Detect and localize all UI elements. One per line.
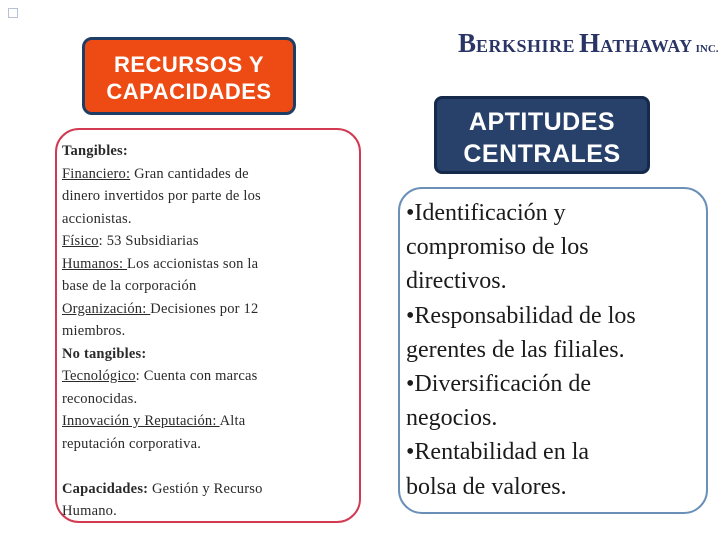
berkshire-hathaway-logo xyxy=(458,28,719,59)
aptitudes-line: •Responsabilidad de los xyxy=(406,302,636,329)
aptitudes-line: •Rentabilidad en la xyxy=(406,439,590,466)
aptitudes-line: bolsa de valores. xyxy=(406,473,567,500)
recursos-title-line1: RECURSOS Y xyxy=(113,52,265,77)
corner-square-decoration xyxy=(8,8,18,18)
aptitudes-line: directivos. xyxy=(406,268,507,295)
logo-letter-b: B xyxy=(458,28,477,58)
tecnologico-text-2: reconocidas. xyxy=(62,390,138,407)
innovacion-text-1: Alta xyxy=(219,413,246,429)
humanos-text-2: base de la corporación xyxy=(62,278,197,294)
recursos-title-line2: CAPACIDADES xyxy=(106,79,272,104)
recursos-content xyxy=(62,140,358,523)
aptitudes-line: gerentes de las filiales. xyxy=(406,336,625,363)
financiero-label: Financiero: xyxy=(62,165,131,182)
recursos-title-tab xyxy=(82,37,296,115)
tecnologico-text-1: : Cuenta con marcas xyxy=(135,368,258,384)
financiero-text-1: Gran cantidades de xyxy=(130,165,249,182)
aptitudes-line: •Diversificación de xyxy=(406,371,591,398)
capacidades-label: Capacidades: xyxy=(62,480,149,497)
tangibles-heading: Tangibles: xyxy=(62,143,128,159)
fisico-label: Físico xyxy=(62,233,99,249)
innovacion-label: Innovación y Reputación: xyxy=(62,413,220,429)
aptitudes-content xyxy=(406,196,706,504)
humanos-label: Humanos: xyxy=(62,255,128,272)
humanos-text-1: Los accionistas son la xyxy=(127,255,259,272)
organizacion-text-2: miembros. xyxy=(62,323,126,339)
organizacion-text-1: Decisiones por 12 xyxy=(150,300,259,317)
tecnologico-label: Tecnológico xyxy=(62,368,136,384)
logo-letter-h: H xyxy=(579,28,601,58)
logo-word-erkshire: ERKSHIRE xyxy=(476,36,576,56)
capacidades-text-2: Humano. xyxy=(62,503,117,519)
financiero-text-3: accionistas. xyxy=(62,210,132,227)
organizacion-label: Organización: xyxy=(62,300,151,317)
fisico-text: : 53 Subsidiarias xyxy=(98,233,199,249)
aptitudes-title-tab xyxy=(434,96,650,174)
aptitudes-line: •Identificación y xyxy=(406,200,566,226)
aptitudes-title-line1: APTITUDES xyxy=(468,108,616,136)
innovacion-text-2: reputación corporativa. xyxy=(62,435,202,452)
capacidades-text-1: Gestión y Recurso xyxy=(148,480,263,497)
no-tangibles-heading: No tangibles: xyxy=(62,345,147,362)
aptitudes-title-line2: CENTRALES xyxy=(463,140,621,168)
aptitudes-line: compromiso de los xyxy=(406,234,589,261)
aptitudes-line: negocios. xyxy=(406,405,498,432)
logo-inc: INC. xyxy=(695,43,719,55)
logo-word-athaway: ATHAWAY xyxy=(600,36,693,56)
financiero-text-2: dinero invertidos por parte de los xyxy=(62,188,261,204)
